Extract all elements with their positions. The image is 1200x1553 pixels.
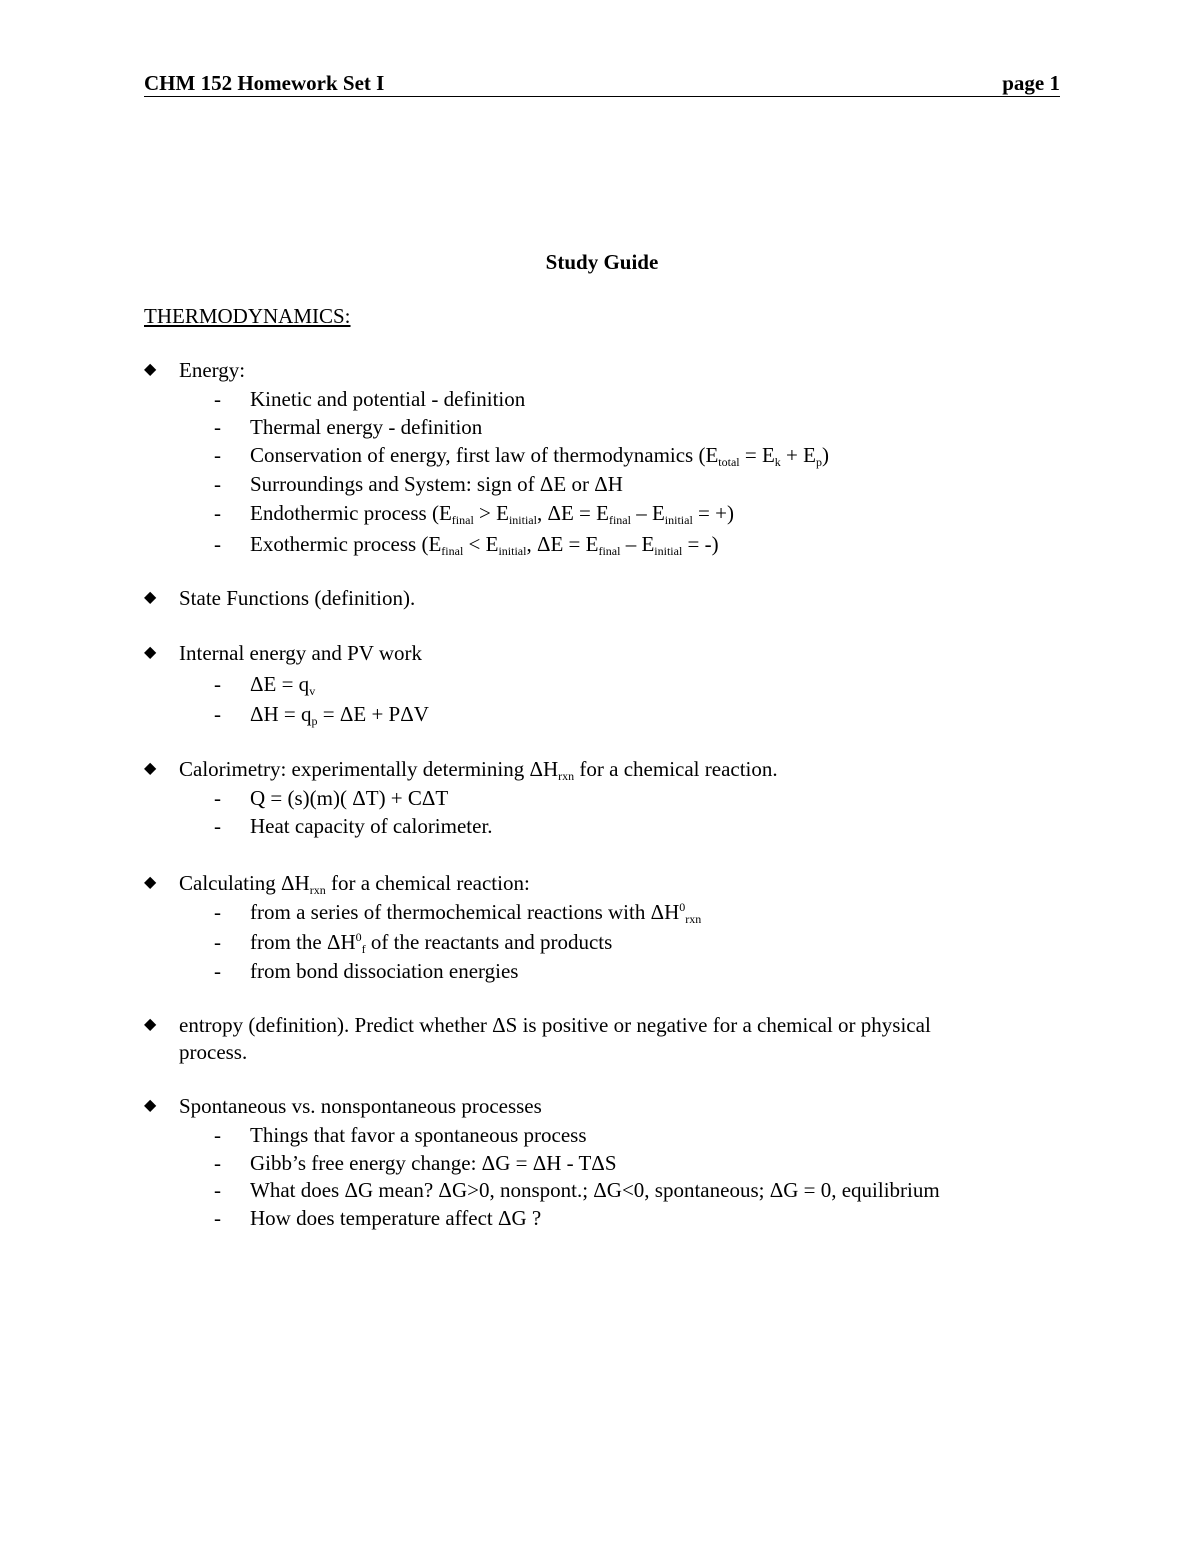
sub-item-text: Things that favor a spontaneous process <box>250 1123 587 1147</box>
diamond-bullet-icon: ◆ <box>144 760 157 777</box>
dash-marker: - <box>214 472 221 496</box>
dash-marker: - <box>214 786 221 810</box>
diamond-bullet-icon: ◆ <box>144 874 157 891</box>
header-page-number: page 1 <box>1002 71 1060 95</box>
section-heading: THERMODYNAMICS: <box>144 304 351 328</box>
dash-marker: - <box>214 959 221 983</box>
sub-item-text: How does temperature affect ΔG ? <box>250 1206 542 1230</box>
bullet-label-continued: process. <box>179 1040 248 1064</box>
bullet-label: Energy: <box>179 358 246 382</box>
sub-item-text: Surroundings and System: sign of ΔE or ΔH <box>250 472 623 496</box>
document-title: Study Guide <box>545 250 659 274</box>
diamond-bullet-icon: ◆ <box>144 1016 157 1033</box>
dash-marker: - <box>214 1178 221 1202</box>
dash-marker: - <box>214 387 221 411</box>
dash-marker: - <box>214 415 221 439</box>
sub-item-text: from a series of thermochemical reactions with $\Delta H^0_{rxn}$ <box>250 900 702 926</box>
dash-marker: - <box>214 930 221 954</box>
sub-item-text: What does ΔG mean? ΔG>0, nonspont.; ΔG<0, spontaneous; ΔG = 0, equilibrium <box>250 1178 940 1202</box>
sub-item-text: Heat capacity of calorimeter. <box>250 814 493 838</box>
sub-item-text: Thermal energy - definition <box>250 415 483 439</box>
dash-marker: - <box>214 1151 221 1175</box>
sub-item-text: from the $\Delta H^0_f$ of the reactants and products <box>250 930 613 956</box>
sub-item-text: $\Delta E = q_v$ <box>250 672 316 698</box>
sub-item-text: Q = (s)(m)( ΔT) + CΔT <box>250 786 449 810</box>
header-course-title: CHM 152 Homework Set I <box>144 71 385 95</box>
sub-item-text: Endothermic process ($E_{final} > E_{initial}$, $\Delta E = E_{final} - E_{initial}$ = +) <box>250 501 734 527</box>
diamond-bullet-icon: ◆ <box>144 589 157 606</box>
bullet-label: Spontaneous vs. nonspontaneous processes <box>179 1094 542 1118</box>
dash-marker: - <box>214 900 221 924</box>
dash-marker: - <box>214 443 221 467</box>
bullet-label: Internal energy and PV work <box>179 641 422 665</box>
dash-marker: - <box>214 702 221 726</box>
dash-marker: - <box>214 814 221 838</box>
sub-item-text: Gibb’s free energy change: ΔG = ΔH - TΔS <box>250 1151 617 1175</box>
page-header <box>144 72 1060 97</box>
diamond-bullet-icon: ◆ <box>144 361 157 378</box>
dash-marker: - <box>214 532 221 556</box>
dash-marker: - <box>214 672 221 696</box>
sub-item-text: Kinetic and potential - definition <box>250 387 526 411</box>
bullet-label: Calorimetry: experimentally determining $\Delta H_{rxn}$ for a chemical reaction. <box>179 757 778 783</box>
sub-item-text: Conservation of energy, first law of thermodynamics $(E_{total} = E_k + E_p)$ <box>250 443 829 469</box>
sub-item-text: $\Delta H = q_p = \Delta E + P\Delta V$ <box>250 702 429 728</box>
diamond-bullet-icon: ◆ <box>144 1097 157 1114</box>
sub-item-text: from bond dissociation energies <box>250 959 519 983</box>
bullet-label: entropy (definition). Predict whether ΔS is positive or negative for a chemical or physical <box>179 1013 931 1037</box>
bullet-label: Calculating $\Delta H_{rxn}$ for a chemical reaction: <box>179 871 530 897</box>
diamond-bullet-icon: ◆ <box>144 644 157 661</box>
dash-marker: - <box>214 1123 221 1147</box>
dash-marker: - <box>214 1206 221 1230</box>
dash-marker: - <box>214 501 221 525</box>
bullet-label: State Functions (definition). <box>179 586 416 610</box>
sub-item-text: Exothermic process ($E_{final} < E_{initial}$, $\Delta E = E_{final} - E_{initial}$ = -) <box>250 532 719 558</box>
